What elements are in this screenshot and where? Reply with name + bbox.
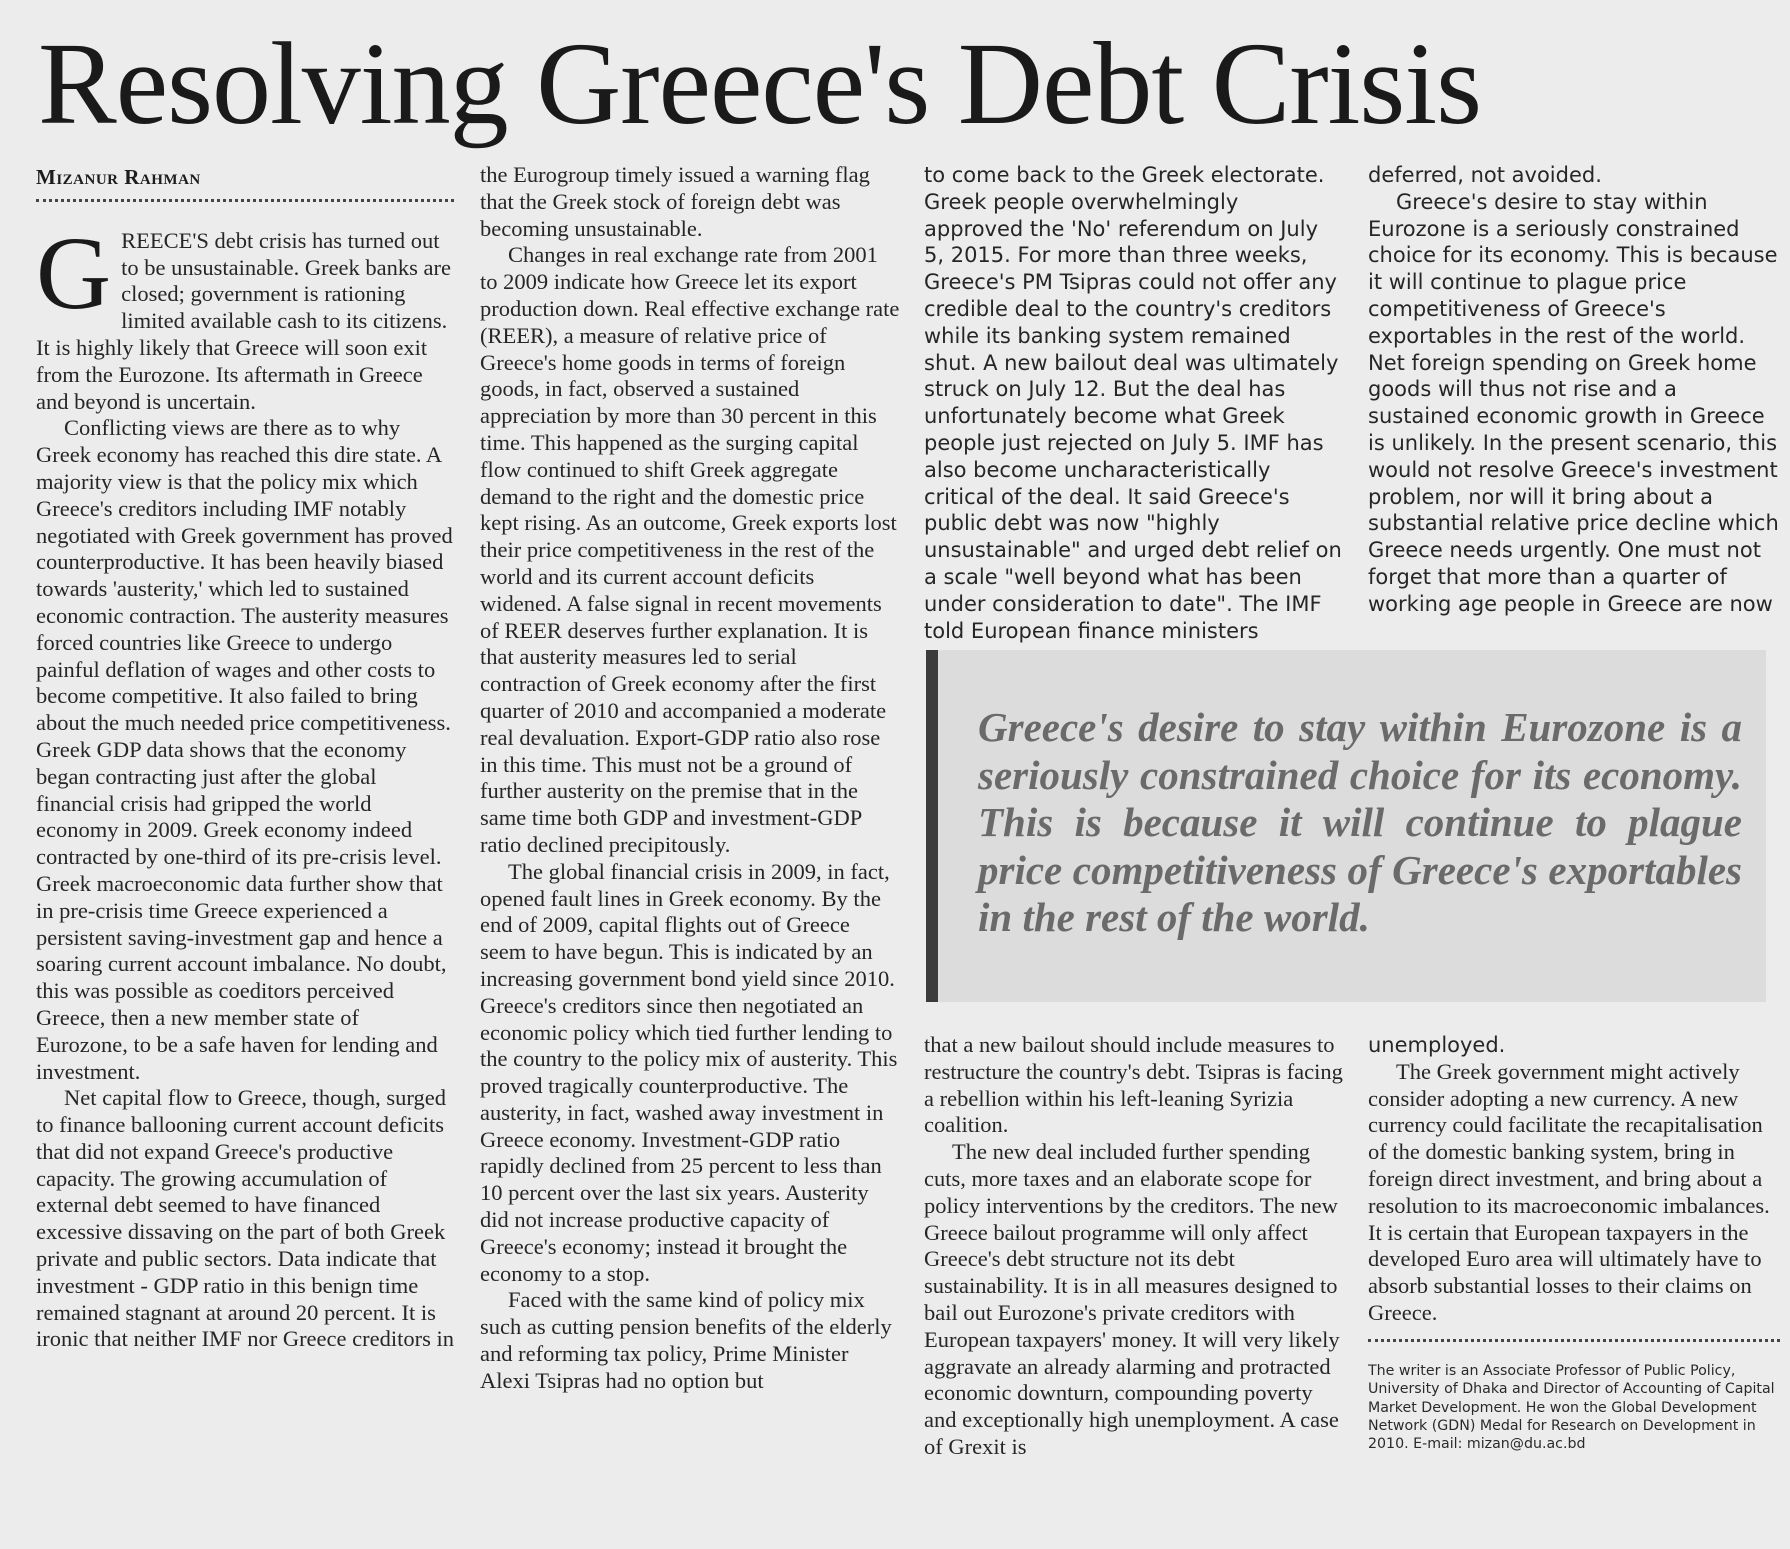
author-bio: The writer is an Associate Professor of Public Policy, University of Dhaka and Director of Accounting of Capital Market Development. He won the Global Development Network (GDN) Medal for Research on Development in 2010. E-mail: mizan@du.ac.bd <box>1368 1362 1775 1453</box>
paragraph: The new deal included further spending cuts, more taxes and an elaborate scope for policy interventions by the creditors. The new Greece bailout programme will only affect Greece's debt structure not its debt sustainability. It is in all measures designed to bail out Eurozone's private creditors with European taxpayers' money. It will very likely aggravate an already alarming and protracted economic downturn, compounding poverty and exceptionally high unemployment. A case of Grexit is <box>924 1139 1340 1459</box>
drop-cap: G <box>36 215 112 331</box>
paragraph: Conflicting views are there as to why Greek economy has reached this dire state. A majority view is that the policy mix which Greece's creditors including IMF notably negotiated with Greek government has proved counterproductive. It has been heavily biased towards 'austerity,' which led to sustained economic contraction. The austerity measures forced countries like Greece to undergo painful deflation of wages and other costs to become competitive. It also failed to bring about the much needed price competitiveness. Greek GDP data shows that the economy began contracting just after the global financial crisis had gripped the world economy in 2009. Greek economy indeed contracted by one-third of its pre-crisis level. Greek macroeconomic data further show that in pre-crisis time Greece experienced a persistent saving-investment gap and hence a soaring current account imbalance. No doubt, this was possible as coeditors perceived Greece, then a new member state of Eurozone, to be a safe haven for lending and investment. <box>36 415 453 1084</box>
pull-quote <box>926 650 1766 1002</box>
column-4-bottom <box>1368 1032 1780 1454</box>
paragraph: that a new bailout should include measures to restructure the country's debt. Tsipras is facing a rebellion within his left-leaning Syrizia coalition. <box>924 1032 1343 1138</box>
column-2 <box>480 162 900 1395</box>
column-4-top <box>1368 162 1780 618</box>
paragraph: Changes in real exchange rate from 2001 to 2009 indicate how Greece let its export production down. Real effective exchange rate (REER), a measure of relative price of Greece's home goods in terms of foreign goods, in fact, observed a sustained appreciation by more than 30 percent in this time. This happened as the surging capital flow continued to shift Greek aggregate demand to the right and the domestic price kept rising. As an outcome, Greek exports lost their price competitiveness in the rest of the world and its current account deficits widened. A false signal in recent movements of REER deserves further explanation. It is that austerity measures led to serial contraction of Greek economy after the first quarter of 2010 and accompanied a moderate real devaluation. Export-GDP ratio also rose in this time. This must not be a ground of further austerity on the premise that in the same time both GDP and investment-GDP ratio declined precipitously. <box>480 242 900 857</box>
paragraph: Faced with the same kind of policy mix such as cutting pension benefits of the elderly and reforming tax policy, Prime Minister Alexi Tsipras had no option but <box>480 1287 892 1393</box>
paragraph: The Greek government might actively consider adopting a new currency. A new currency could facilitate the recapitalisation of the domestic banking system, bring in foreign direct investment, and bring about a resolution to its macroeconomic imbalances. It is certain that European taxpayers in the developed Euro area will ultimately have to absorb substantial losses to their claims on Greece. <box>1368 1058 1770 1325</box>
paragraph: the Eurogroup timely issued a warning flag that the Greek stock of foreign debt was becoming unsustainable. <box>480 162 870 241</box>
paragraph: GREECE'S debt crisis has turned out to be unsustainable. Greek banks are closed; government is rationing limited available cash to its citizens. It is highly likely that Greece will soon exit from the Eurozone. Its aftermath in Greece and beyond is uncertain. <box>36 215 451 414</box>
paragraph: unemployed. <box>1368 1033 1506 1057</box>
bio-divider <box>1368 1339 1780 1342</box>
paragraph: to come back to the Greek electorate. Greek people overwhelmingly approved the 'No' referendum on July 5, 2015. For more than three weeks, Greece's PM Tsipras could not offer any credible deal to the country's creditors while its banking system remained shut. A new bailout deal was ultimately struck on July 12. But the deal has unfortunately become what Greek people just rejected on July 5. IMF has also become uncharacteristically critical of the deal. It said Greece's public debt was now "highly unsustainable" and urged debt relief on a scale "well beyond what has been under consideration to date". The IMF told European finance ministers <box>924 163 1342 643</box>
byline: Mizanur Rahman <box>36 165 201 189</box>
column-3-top <box>924 162 1342 644</box>
paragraph: The global financial crisis in 2009, in fact, opened fault lines in Greek economy. By the end of 2009, capital flights out of Greece seem to have begun. This is indicated by an increasing government bond yield since 2010. Greece's creditors since then negotiated an economic policy which tied further lending to the country to the policy mix of austerity. This proved tragically counterproductive. The austerity, in fact, washed away investment in Greece economy. Investment-GDP ratio rapidly declined from 25 percent to less than 10 percent over the last six years. Austerity did not increase productive capacity of Greece's economy; instead it brought the economy to a stop. <box>480 858 898 1286</box>
column-1 <box>36 164 454 1353</box>
pull-quote-text: Greece's desire to stay within Eurozone is a seriously constrained choice for its economy. This is because it will continue to plague price competitiveness of Greece's exportables in the rest of the world. <box>978 704 1742 940</box>
column-3-bottom <box>924 1032 1344 1461</box>
paragraph: deferred, not avoided. <box>1368 163 1602 187</box>
byline-divider <box>36 199 454 202</box>
paragraph: Net capital flow to Greece, though, surged to finance ballooning current account deficits that did not expand Greece's productive capacity. The growing accumulation of external debt seemed to have financed excessive dissaving on the part of both Greek private and public sectors. Data indicate that investment - GDP ratio in this benign time remained stagnant at around 20 percent. It is ironic that neither IMF nor Greece creditors in <box>36 1085 454 1352</box>
paragraph: Greece's desire to stay within Eurozone is a seriously constrained choice for its economy. This is because it will continue to plague price competitiveness of Greece's exportables in the rest of the world. Net foreign spending on Greek home goods will thus not rise and a sustained economic growth in Greece is unlikely. In the present scenario, this would not resolve Greece's investment problem, nor will it bring about a substantial relative price decline which Greece needs urgently. One must not forget that more than a quarter of working age people in Greece are now <box>1368 189 1779 616</box>
article-title: Resolving Greece's Debt Crisis <box>38 18 1482 149</box>
